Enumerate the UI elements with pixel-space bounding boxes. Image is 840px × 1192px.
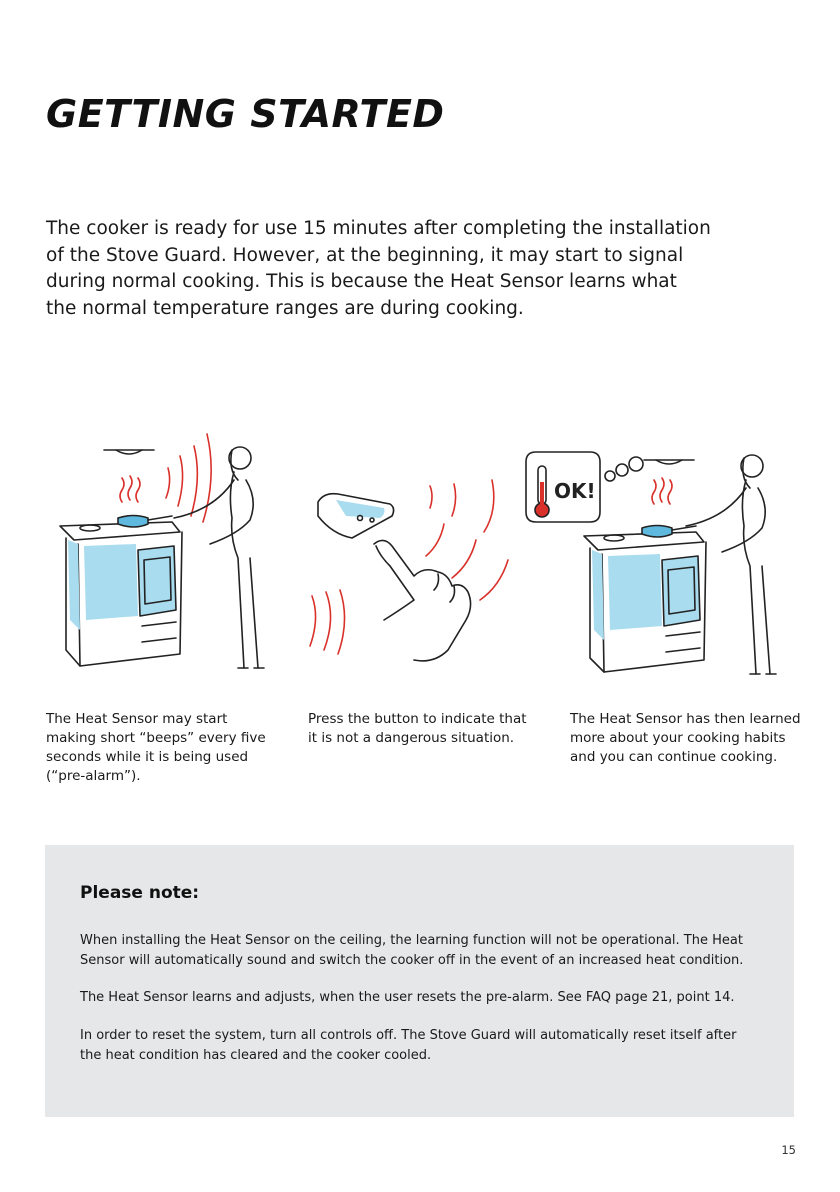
note-paragraph (80, 988, 735, 1008)
intro-paragraph (46, 216, 736, 322)
caption-line: and you can continue cooking. (570, 749, 778, 765)
caption-learned (570, 710, 801, 767)
caption-pre-alarm (46, 710, 266, 786)
ok-label: OK! (554, 479, 596, 503)
page-number: 15 (781, 1143, 796, 1157)
caption-line: making short “beeps” every five (46, 730, 266, 746)
note-line: When installing the Heat Sensor on the ceiling, the learning function will not be operational. The Heat (80, 933, 743, 948)
note-line: The Heat Sensor learns and adjusts, when the user resets the pre-alarm. See FAQ page 21, point 14. (80, 990, 735, 1005)
illustration-pre-alarm (44, 420, 274, 680)
intro-line: during normal cooking. This is because the Heat Sensor learns what (46, 271, 677, 292)
caption-line: The Heat Sensor may start (46, 711, 228, 727)
caption-line: Press the button to indicate that (308, 711, 527, 727)
note-line: Sensor will automatically sound and switch the cooker off in the event of an increased heat condition. (80, 952, 744, 968)
illustration-press-button (304, 420, 514, 680)
intro-line: of the Stove Guard. However, at the beginning, it may start to signal (46, 244, 684, 266)
intro-line: the normal temperature ranges are during cooking. (46, 297, 524, 319)
illustration-ok (514, 420, 814, 680)
caption-line: The Heat Sensor has then learned (570, 711, 801, 727)
note-paragraph (80, 931, 743, 970)
caption-line: (“pre-alarm”). (46, 768, 141, 784)
page-title: GETTING STARTED (46, 92, 445, 136)
note-title: Please note: (80, 883, 200, 903)
caption-line: more about your cooking habits (570, 730, 786, 746)
caption-line: seconds while it is being used (46, 749, 249, 765)
note-line: the heat condition has cleared and the cooker cooled. (80, 1047, 432, 1063)
note-box (45, 845, 794, 1117)
caption-press-button (308, 710, 527, 748)
caption-line: it is not a dangerous situation. (308, 730, 515, 746)
intro-line: The cooker is ready for use 15 minutes after completing the installation (46, 218, 711, 239)
note-line: In order to reset the system, turn all controls off. The Stove Guard will automatically reset itself after (80, 1028, 737, 1043)
note-paragraph (80, 1026, 736, 1065)
